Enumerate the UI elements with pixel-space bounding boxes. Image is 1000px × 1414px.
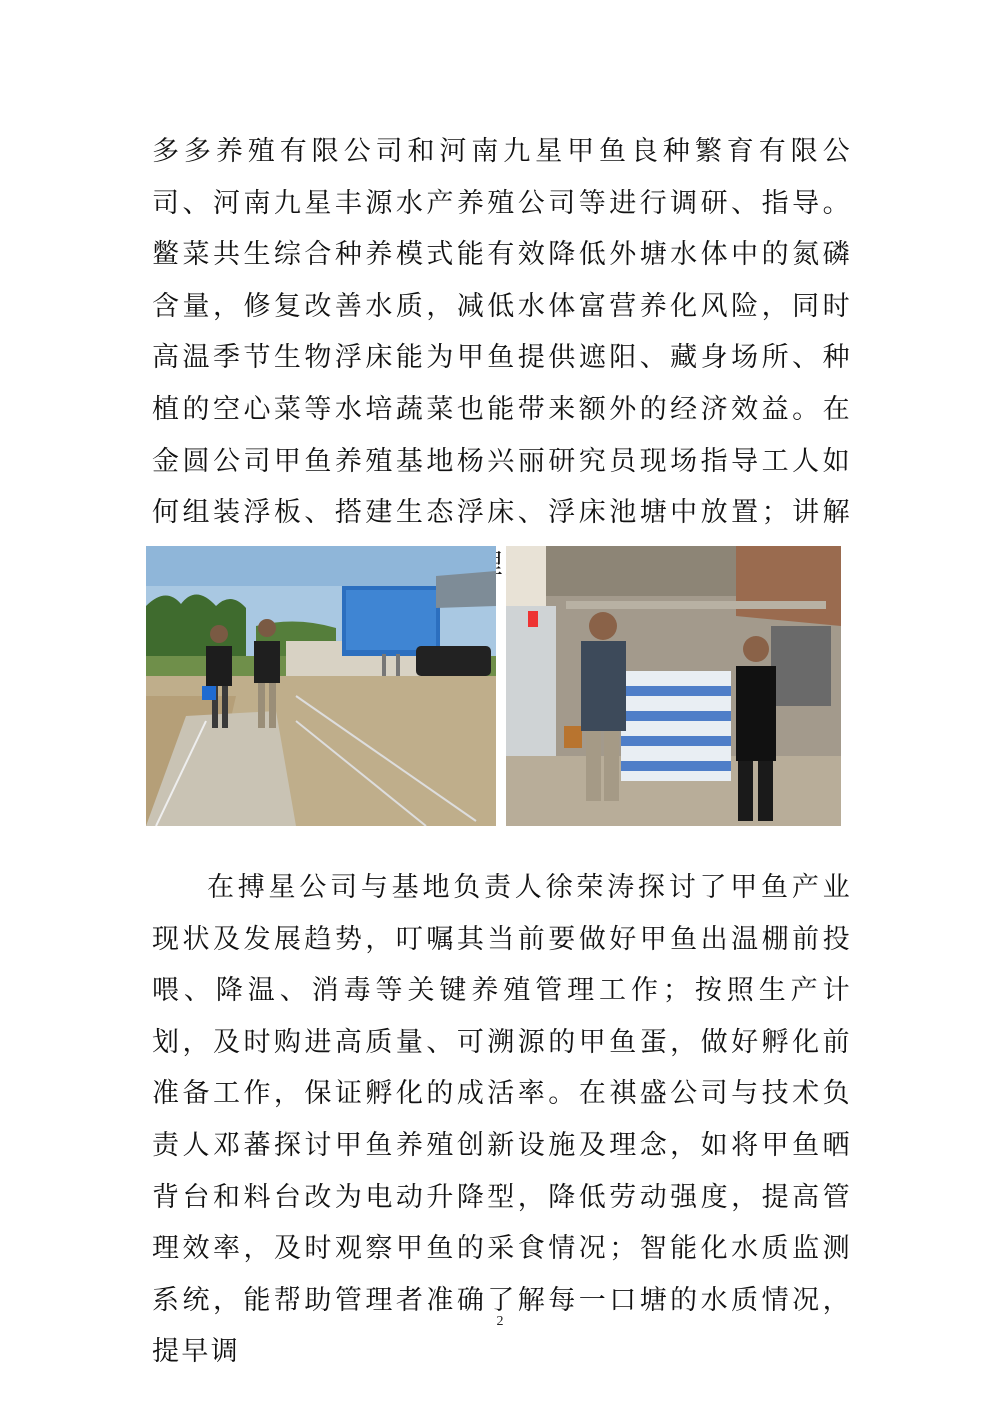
photo-warehouse-feed (506, 546, 841, 826)
body-paragraph-1: 多多养殖有限公司和河南九星甲鱼良种繁育有限公司、河南九星丰源水产养殖公司等进行调研、指导。鳖菜共生综合种养模式能有效降低外塘水体中的氮磷含量，修复改善水质，减低水体富营养化风险，同时高温季节生物浮床能为甲鱼提供遮阳、藏身场所、种植的空心菜等水培蔬菜也能带来额外的经济效益。在金圆公司甲鱼养殖基地杨兴丽研究员现场指导工人如何组装浮板、搭建生态浮床、浮床池塘中放置；讲解 理要 (152, 136, 852, 580)
photo-pond-walkway (146, 546, 496, 826)
pond-walkway-image (146, 546, 496, 826)
page-number: 2 (496, 1314, 504, 1329)
body-paragraph-2: 在搏星公司与基地负责人徐荣涛探讨了甲鱼产业现状及发展趋势，叮嘱其当前要做好甲鱼出温棚前投喂、降温、消毒等关键养殖管理工作；按照生产计划，及时购进高质量、可溯源的甲鱼蛋，做好孵化前准备工作，保证孵化的成活率。在祺盛公司与技术负责人邓蕃探讨甲鱼养殖创新设施及理念，如将甲鱼晒背台和料台改为电动升降型，降低劳动强度，提高管理效率，及时观察甲鱼的采食情况；智能化水质监测系统，能帮助管理者准确了解每一口塘的水质情况，提早调 (152, 872, 852, 1368)
warehouse-image (506, 546, 841, 826)
